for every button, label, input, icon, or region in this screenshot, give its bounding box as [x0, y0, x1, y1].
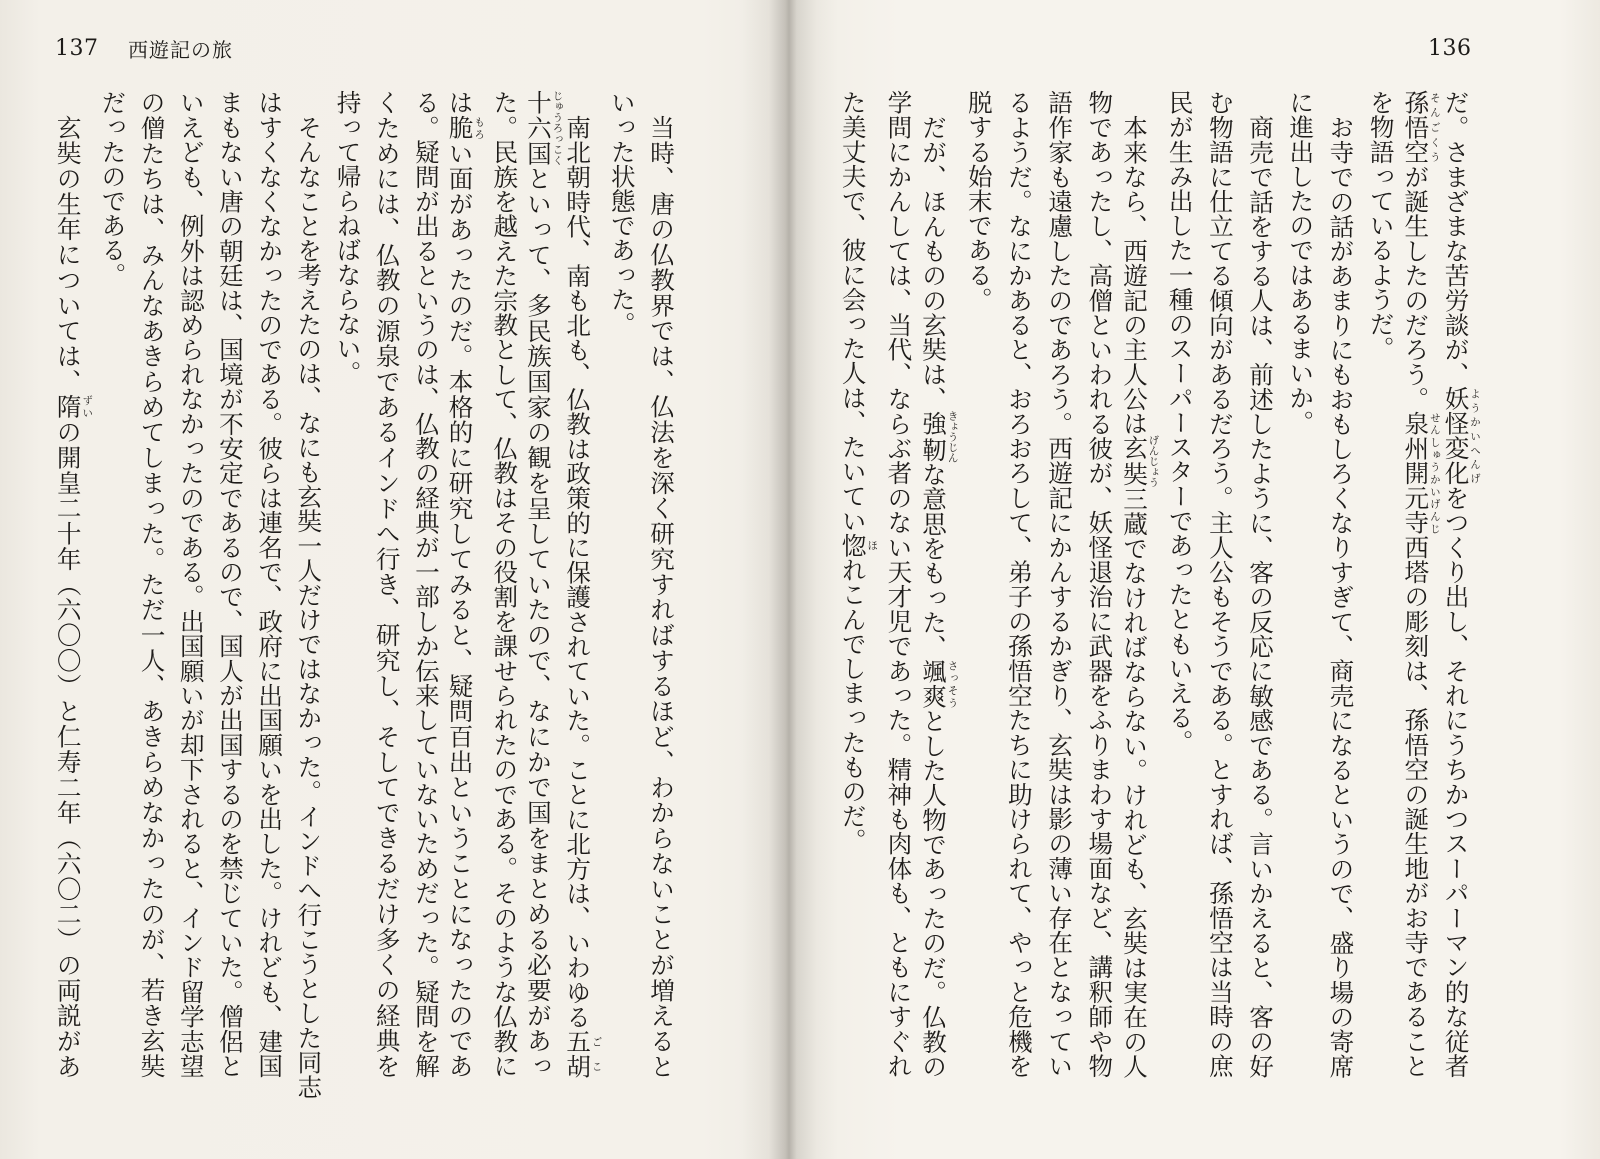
page-text [53, 90, 681, 1099]
ruby-reading: ようかいへんげ [1469, 386, 1481, 486]
text-column [54, 90, 93, 1078]
text-run: た。民族を越えた宗教として、仏教はその役割を課せられたのである。そのような仏教に [490, 90, 520, 1078]
text-column [407, 90, 446, 1078]
text-run: いえども、例外は認められなかったのである。出国願いが却下されると、インド留学志望 [176, 90, 206, 1078]
text-run: が誕生したのだろう。 [1401, 164, 1431, 412]
text-column [132, 90, 171, 1078]
text-column [93, 90, 132, 1078]
text-column [1160, 90, 1200, 1078]
ruby-word [1441, 386, 1481, 486]
text-run: れこんでしまったものだ。 [838, 557, 868, 853]
text-run: だが、ほんものの玄奘は、 [919, 114, 949, 411]
ruby-base: 隋 [53, 393, 83, 420]
text-run: いった状態であった。 [607, 90, 637, 336]
ruby-base: 颯爽 [919, 658, 949, 709]
ruby-reading: せんしゅうかいげんじ [1428, 411, 1441, 535]
text-column [878, 90, 918, 1078]
text-column [172, 90, 211, 1078]
text-run: は [445, 90, 475, 116]
text-run: 玄奘の生年については、 [53, 114, 83, 394]
ruby-reading: もろ [473, 115, 486, 140]
text-run: な意思をもった、 [919, 461, 949, 659]
text-run: 西塔の彫刻は、孫悟空の誕生地がお寺であること [1401, 534, 1431, 1079]
text-run: の僧たちは、みんなあきらめてしまった。ただ一人、あきらめなかったのが、若き玄奘 [137, 90, 167, 1078]
ruby-reading: ごこ [590, 1028, 603, 1079]
text-run: の開皇二十年（六〇〇）と仁寿二年（六〇二）の両説があ [53, 419, 83, 1078]
ruby-word [1401, 90, 1441, 165]
text-run: い面があったのだ。本格的に研究してみると、疑問百出ということになったのであ [445, 140, 475, 1078]
ruby-word [1401, 411, 1441, 535]
text-run: 当時、唐の仏教界では、仏法を深く研究すればするほど、わからないことが増えると [647, 114, 676, 1078]
text-run: お寺での話があまりにもおもしろくなりすぎて、商売になるというので、盛り場の寄席 [1326, 114, 1356, 1078]
text-column [211, 90, 250, 1078]
right-page [790, 0, 1600, 1159]
text-column [250, 90, 289, 1078]
text-run: 三蔵でなければならない。けれども、玄奘は実在の人 [1120, 486, 1149, 1078]
text-run: 脱する始末である。 [964, 90, 994, 312]
page-text [837, 90, 1481, 1078]
text-column [1280, 90, 1320, 1078]
text-column [563, 90, 602, 1078]
text-column [603, 90, 642, 1078]
text-run: む物語に仕立てる傾向があるだろう。主人公もそうである。とすれば、孫悟空は当時の庶 [1205, 90, 1235, 1078]
text-run: だ。さまざまな苦労談が、 [1441, 90, 1471, 387]
text-run: 持って帰らねばならない。 [333, 90, 363, 386]
text-column [1441, 90, 1481, 1078]
ruby-base: 五胡 [563, 1028, 593, 1079]
ruby-base: 妖怪変化 [1441, 386, 1471, 486]
text-run: そんなことを考えたのは、なにも玄奘一人だけではなかった。インドへ行こうとした同志 [294, 114, 324, 1099]
ruby-base: 強靭 [919, 409, 949, 463]
ruby-reading: さっそう [946, 658, 959, 709]
text-run: 本来なら、西遊記の主人公は [1120, 114, 1149, 436]
text-run: はすくなくなかったのである。彼らは連名で、政府に出国願いを出した。けれども、建国 [255, 90, 285, 1078]
text-run: といって、多民族国家の観を呈していたので、なにかで国をまとめる必要があっ [523, 166, 553, 1078]
ruby-reading: じゅうろっこく [551, 90, 564, 166]
running-title: 西遊記の旅 [128, 38, 233, 62]
text-run: まもない唐の朝廷は、国境が不安定であるので、国人が出国するのを禁じていた。僧侶と [215, 90, 245, 1078]
ruby-reading: ほ [866, 532, 879, 558]
ruby-word [445, 115, 486, 141]
text-run: るようだ。なにかあると、おろおろして、弟子の孫悟空たちに助けられて、やっと危機を [1004, 90, 1034, 1078]
book-gutter [742, 0, 838, 1159]
text-run: 商売で話をする人は、前述したように、客の反応に敏感である。言いかえると、客の好 [1246, 114, 1276, 1078]
text-column [1200, 90, 1240, 1078]
text-column [368, 90, 407, 1078]
text-column [959, 90, 999, 1078]
text-column [485, 90, 524, 1078]
text-run: 民が生み出した一種のスーパースターであったともいえる。 [1165, 90, 1195, 755]
text-run: 語作家も遠慮したのであろう。西遊記にかんするかぎり、玄奘は影の薄い存在となってい [1045, 90, 1075, 1078]
text-column [1079, 90, 1119, 1078]
ruby-base: 十六国 [523, 90, 553, 167]
text-column [1401, 90, 1441, 1078]
text-run: とした人物であったのだ。仏教の [919, 708, 949, 1078]
text-run: る。疑問が出るというのは、仏教の経典が一部しか伝来していないためだった。疑問を解 [411, 90, 441, 1078]
text-column [918, 90, 958, 1078]
ruby-reading: ずい [81, 393, 94, 419]
ruby-base: 玄奘 [1120, 434, 1149, 487]
text-column [1039, 90, 1079, 1078]
text-run: くためには、仏教の源泉であるインドへ行き、研究し、そしてできるだけ多くの経典を [372, 90, 402, 1078]
text-column [1119, 90, 1159, 1078]
text-column [999, 90, 1039, 1078]
text-column [642, 90, 681, 1078]
ruby-reading: そんごくう [1428, 90, 1441, 164]
left-page [0, 0, 790, 1159]
text-run: 物であったし、高僧といわれる彼が、妖怪退治に武器をふりまわす場面など、講釈師や物 [1085, 90, 1115, 1078]
ruby-base: 泉州開元寺 [1401, 411, 1431, 535]
ruby-word [563, 1028, 603, 1079]
ruby-word [919, 409, 959, 463]
text-column [1240, 90, 1280, 1078]
text-run: をつくり出し、それにうちかつスーパーマン的な従者 [1441, 485, 1471, 1078]
text-column [446, 90, 485, 1078]
ruby-base: 惚 [838, 532, 868, 558]
ruby-word [1120, 434, 1160, 487]
ruby-word [523, 90, 564, 167]
text-column [524, 90, 563, 1078]
text-column [838, 90, 878, 1078]
ruby-word [919, 658, 959, 709]
text-run: 南北朝時代、南も北も、仏教は政策的に保護されていた。ことに北方は、いわゆる [563, 114, 593, 1029]
ruby-base: 脆 [445, 115, 475, 141]
ruby-reading: げんじょう [1147, 434, 1160, 487]
page-number: 137 [55, 36, 99, 61]
text-run: を物語っているようだ。 [1366, 90, 1396, 361]
text-column [1320, 90, 1360, 1078]
ruby-word [838, 532, 879, 558]
text-run: だったのである。 [98, 90, 128, 287]
ruby-word [53, 393, 94, 420]
page-number: 136 [1428, 36, 1472, 61]
text-run: に進出したのではあるまいか。 [1286, 90, 1316, 435]
text-column [289, 90, 328, 1099]
text-column [328, 90, 367, 1078]
text-run: た美丈夫で、彼に会った人は、たいてい [838, 90, 868, 533]
ruby-base: 孫悟空 [1401, 90, 1431, 165]
text-run: 学問にかんしては、当代、ならぶ者のない天才児であった。精神も肉体も、ともにすぐれ [884, 90, 914, 1078]
ruby-reading: きょうじん [946, 409, 959, 463]
